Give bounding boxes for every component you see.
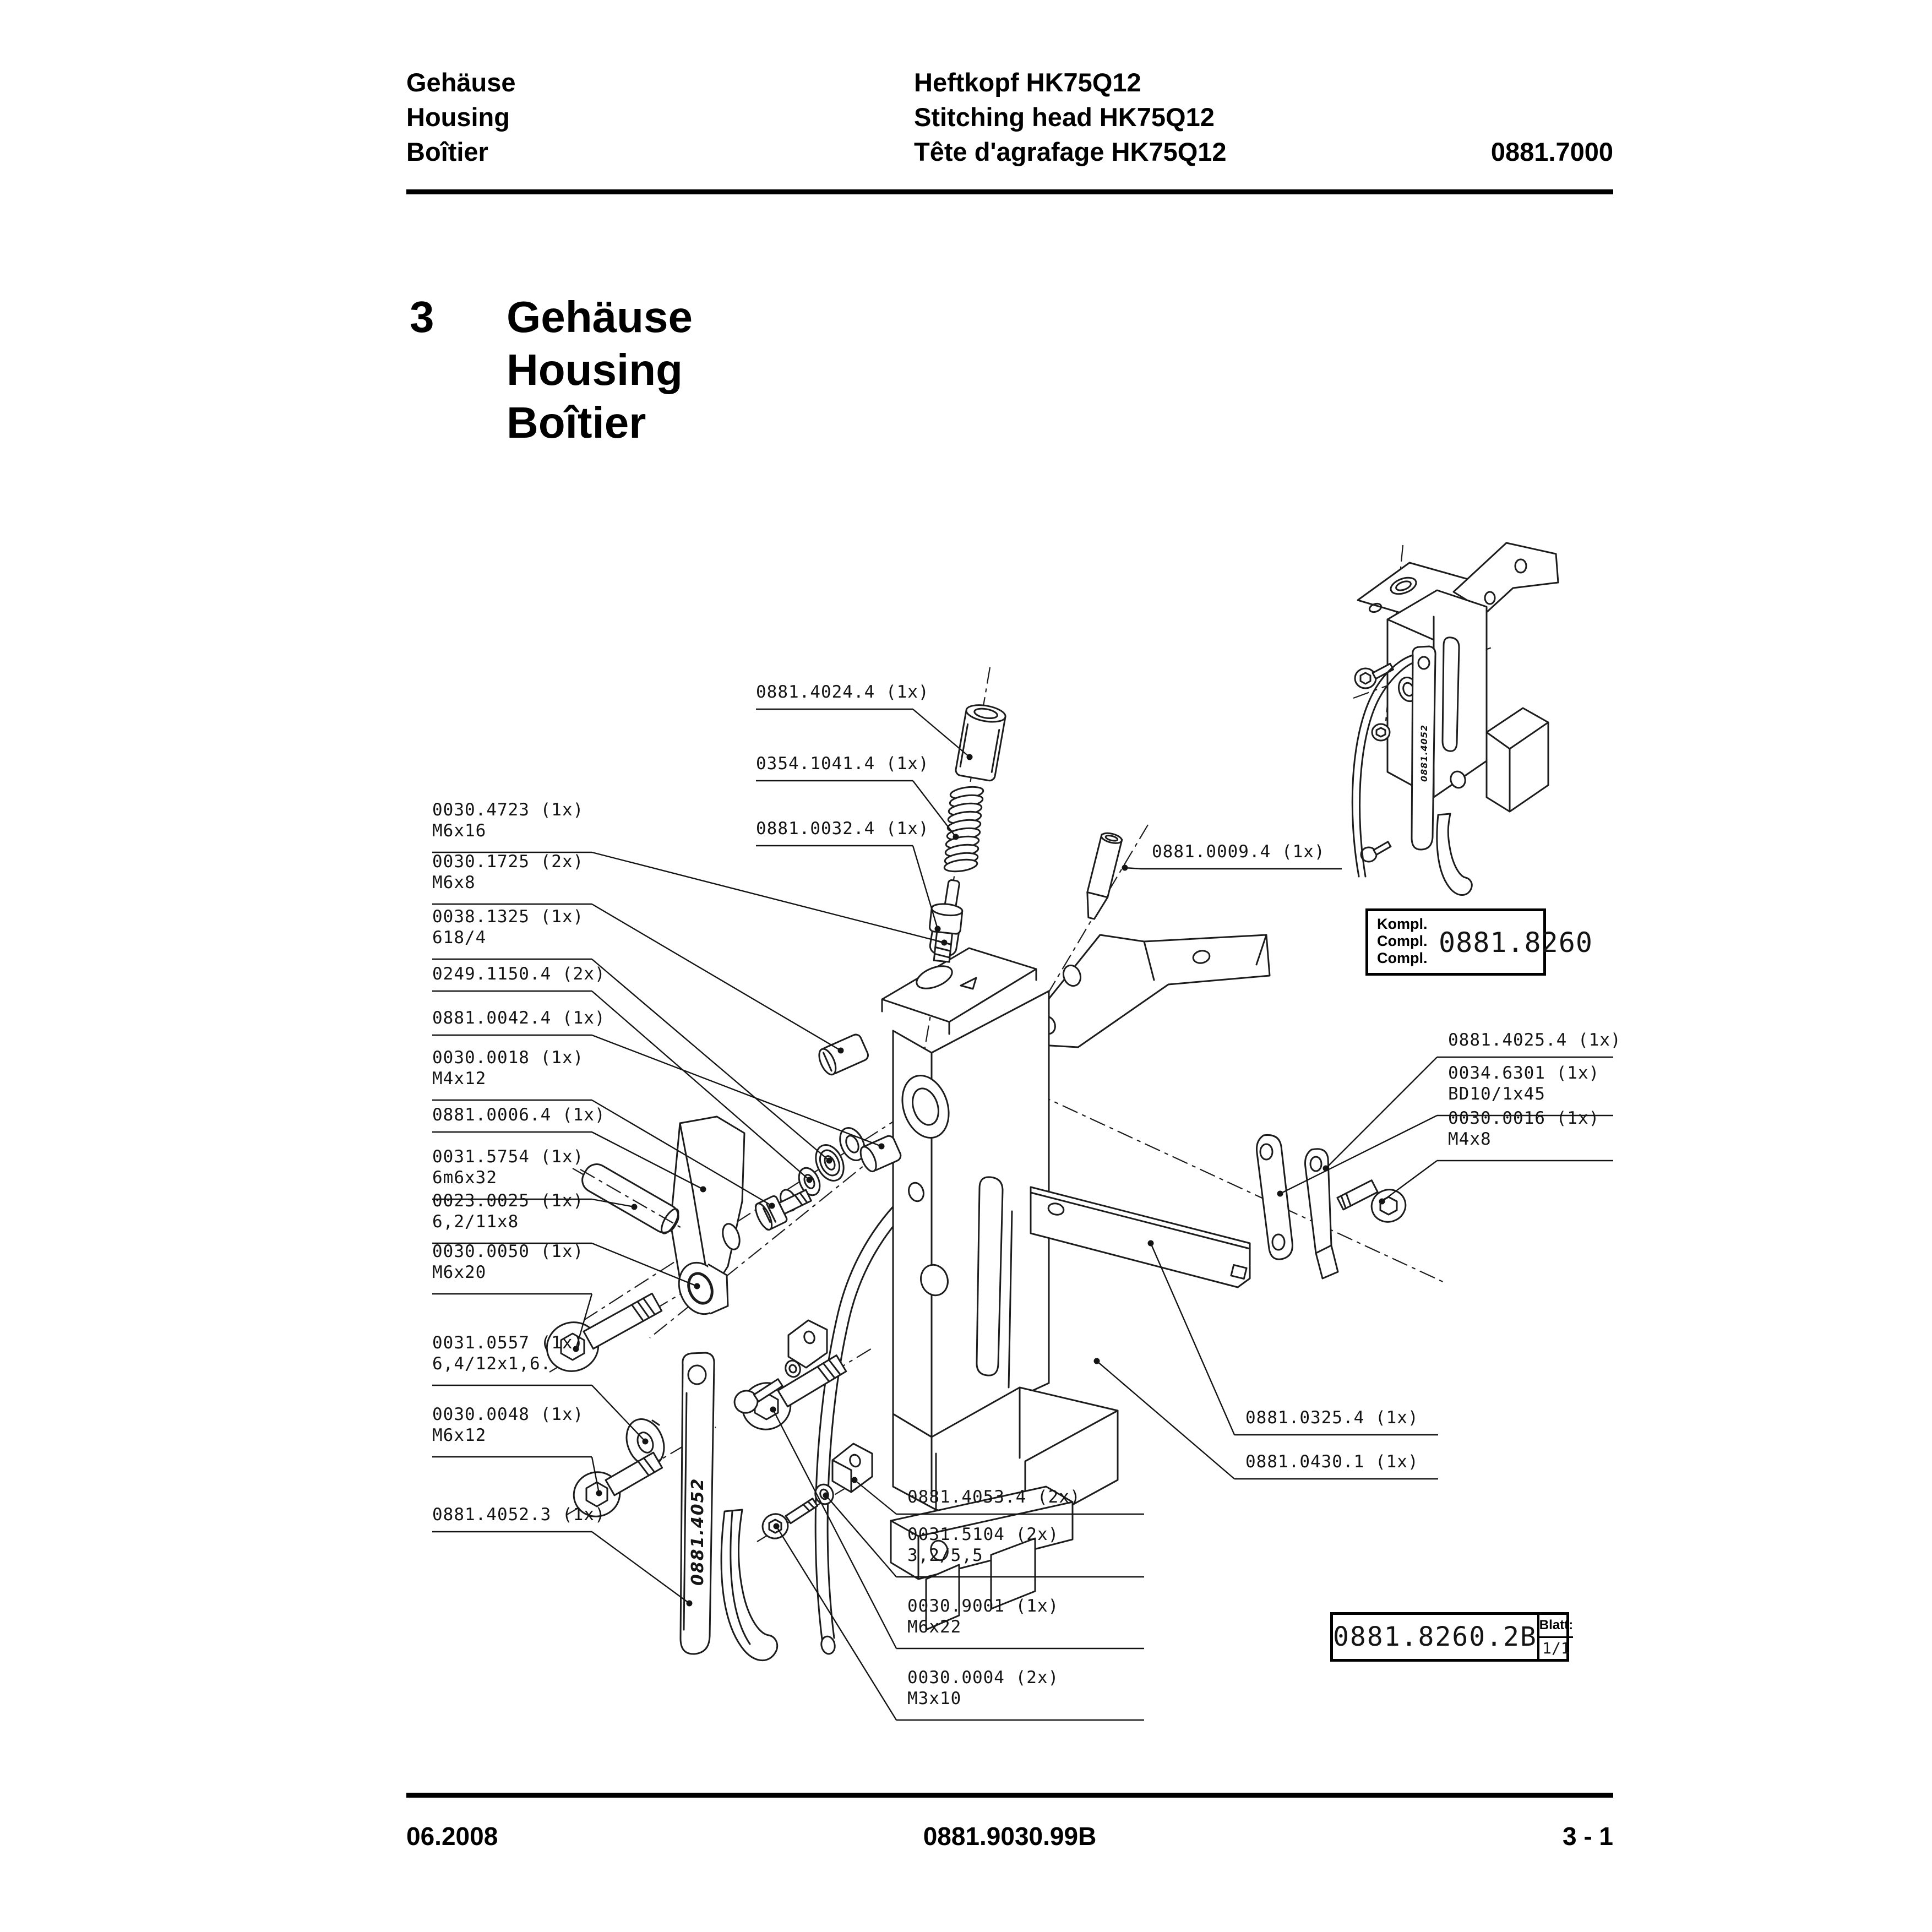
part-callout <box>1152 841 1325 862</box>
part-spec: M3x10 <box>907 1689 962 1708</box>
part-spec: BD10/1x45 <box>1448 1084 1545 1104</box>
part-number: 0881.0009.4 (1x) <box>1152 842 1325 862</box>
part-number: 0881.4053.4 (2x) <box>907 1487 1081 1507</box>
part-spec: 6,2/11x8 <box>432 1212 519 1232</box>
part-spec: M6x20 <box>432 1262 487 1282</box>
part-callout <box>432 1190 584 1232</box>
sheet-cell <box>1537 1615 1573 1659</box>
kompl-labels <box>1377 916 1428 967</box>
part-number: 0249.1150.4 (2x) <box>432 964 606 984</box>
kompl-label-en: Compl. <box>1377 933 1428 949</box>
kompl-label-de: Kompl. <box>1377 916 1428 932</box>
part-spec: 3,2/5,5 <box>907 1545 983 1565</box>
strap-marking-inset: 0881.4052 <box>1419 724 1429 782</box>
part-callout <box>907 1524 1059 1566</box>
part-number: 0881.0042.4 (1x) <box>432 1008 606 1028</box>
part-callout <box>432 1404 584 1446</box>
part-spec: M4x8 <box>1448 1129 1492 1149</box>
part-callout <box>432 964 606 984</box>
part-spec: M6x22 <box>907 1617 962 1637</box>
assembly-number: 0881.8260 <box>1439 927 1593 959</box>
kompl-box <box>1365 908 1593 976</box>
part-number: 0030.0004 (2x) <box>907 1668 1059 1688</box>
part-spec: 618/4 <box>432 928 487 948</box>
part-callout <box>1448 1063 1599 1104</box>
part-callout <box>1245 1407 1419 1428</box>
header-title-de: Gehäuse <box>406 68 516 97</box>
section-number: 3 <box>410 292 434 341</box>
part-callout <box>1245 1451 1419 1472</box>
part-number: 0038.1325 (1x) <box>432 907 584 927</box>
part-callout <box>432 1504 606 1525</box>
part-number: 0031.0557 (1x) <box>432 1333 584 1353</box>
part-callout <box>432 1241 584 1283</box>
part-callout <box>756 818 929 839</box>
header-doc-number: 0881.7000 <box>1490 137 1613 166</box>
section-title-en: Housing <box>507 345 683 394</box>
strap-marking-main: 0881.4052 <box>688 1477 708 1586</box>
sheet-value: 1/1 <box>1542 1639 1570 1658</box>
drawing-number: 0881.8260.2B <box>1333 1621 1537 1652</box>
part-number: 0030.0048 (1x) <box>432 1405 584 1424</box>
part-spec: M6x8 <box>432 873 476 892</box>
part-callout <box>907 1487 1081 1507</box>
part-number: 0881.0325.4 (1x) <box>1245 1408 1419 1428</box>
part-number: 0030.1725 (2x) <box>432 852 584 872</box>
part-callout <box>432 1008 606 1028</box>
part-spec: 6m6x32 <box>432 1168 497 1188</box>
footer-doc-number: 0881.9030.99B <box>923 1822 1097 1851</box>
part-callout <box>432 851 584 893</box>
part-callout <box>907 1667 1059 1709</box>
part-number: 0881.4052.3 (1x) <box>432 1505 606 1525</box>
footer-page-number: 3 - 1 <box>1562 1822 1613 1851</box>
part-callout <box>432 1104 606 1125</box>
part-number: 0031.5754 (1x) <box>432 1147 584 1167</box>
part-number: 0881.0032.4 (1x) <box>756 819 929 839</box>
header-product-de: Heftkopf HK75Q12 <box>914 68 1141 97</box>
part-spec: M6x12 <box>432 1425 487 1445</box>
part-number: 0881.0430.1 (1x) <box>1245 1452 1419 1472</box>
part-number: 0031.5104 (2x) <box>907 1525 1059 1544</box>
part-number: 0354.1041.4 (1x) <box>756 754 929 774</box>
part-callout <box>756 682 929 703</box>
part-callout <box>1448 1030 1621 1051</box>
part-number: 0881.0006.4 (1x) <box>432 1105 606 1125</box>
part-number: 0034.6301 (1x) <box>1448 1063 1600 1083</box>
part-number: 0030.9001 (1x) <box>907 1596 1059 1616</box>
section-title-fr: Boîtier <box>507 398 646 447</box>
part-number: 0881.4025.4 (1x) <box>1448 1030 1621 1050</box>
header-title-fr: Boîtier <box>406 137 488 166</box>
part-number: 0030.0016 (1x) <box>1448 1108 1600 1128</box>
part-spec: 6,4/12x1,6. <box>432 1354 552 1374</box>
part-callout <box>756 753 929 774</box>
part-callout <box>432 1332 584 1374</box>
part-number: 0030.0018 (1x) <box>432 1048 584 1068</box>
header-product-en: Stitching head HK75Q12 <box>914 102 1215 132</box>
part-callout <box>907 1596 1059 1637</box>
footer-rule <box>406 1793 1613 1798</box>
sheet-label: Blatt: <box>1539 1615 1573 1638</box>
part-number: 0023.0025 (1x) <box>432 1191 584 1211</box>
part-spec: M4x12 <box>432 1069 487 1089</box>
header-title-en: Housing <box>406 102 510 132</box>
part-callout <box>432 799 584 841</box>
part-callout <box>432 1146 584 1188</box>
part-spec: M6x16 <box>432 821 487 841</box>
header-product-fr: Tête d'agrafage HK75Q12 <box>914 137 1227 166</box>
part-callout <box>432 1047 584 1089</box>
part-number: 0030.0050 (1x) <box>432 1242 584 1261</box>
part-callout <box>1448 1108 1599 1150</box>
kompl-label-fr: Compl. <box>1377 950 1428 966</box>
part-callout <box>432 906 584 948</box>
part-number: 0881.4024.4 (1x) <box>756 682 929 702</box>
part-number: 0030.4723 (1x) <box>432 800 584 820</box>
section-title-de: Gehäuse <box>507 292 693 341</box>
footer-date: 06.2008 <box>406 1822 498 1851</box>
title-block <box>1330 1612 1574 1662</box>
